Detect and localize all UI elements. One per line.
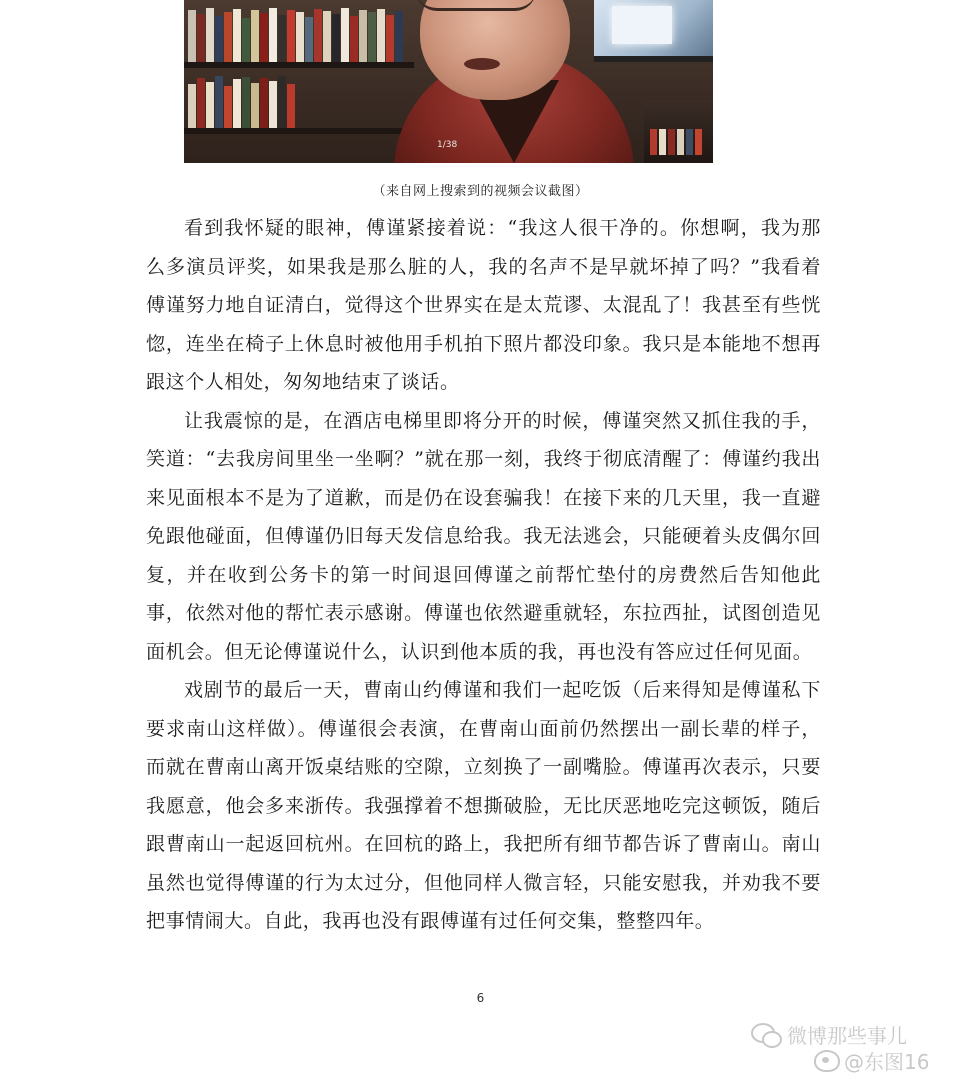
wechat-icon (751, 1023, 781, 1047)
page-number: 6 (476, 991, 485, 1005)
figure-caption: （来自网上搜索到的视频会议截图） (372, 184, 589, 199)
weibo-watermark (814, 1046, 929, 1075)
article-body (146, 209, 821, 941)
wechat-account-name: 微博那些事儿 (787, 1024, 907, 1048)
slide-counter: 1/38 (437, 140, 458, 150)
weibo-handle: @东图16 (844, 1050, 930, 1074)
bookshelf-row-top (184, 4, 418, 62)
person-glasses (416, 0, 536, 11)
weibo-icon (814, 1050, 840, 1072)
video-conference-screenshot (184, 0, 713, 163)
wall-monitor (594, 0, 713, 62)
wechat-watermark (751, 1020, 907, 1049)
person-mouth (464, 58, 500, 70)
paragraph: 看到我怀疑的眼神，傅谨紧接着说：“我这人很干净的。你想啊，我为那么多演员评奖，如果我是那么脏的人，我的名声不是早就坏掉了吗？”我看着傅谨努力地自证清白，觉得这个世界实在是太荒谬、太混乱了！我甚至有些恍惚，连坐在椅子上休息时被他用手机拍下照片都没印象。我只是本能地不想再跟这个人相处，匆匆地结束了谈话。 (146, 217, 821, 393)
paragraph: 让我震惊的是，在酒店电梯里即将分开的时候，傅谨突然又抓住我的手，笑道：“去我房间里坐一坐啊？”就在那一刻，我终于彻底清醒了：傅谨约我出来见面根本不是为了道歉，而是仍在设套骗我！在接下来的几天里，我一直避免跟他碰面，但傅谨仍旧每天发信息给我。我无法逃会，只能硬着头皮偶尔回复，并在收到公务卡的第一时间退回傅谨之前帮忙垫付的房费然后告知他此事，依然对他的帮忙表示感谢。傅谨也依然避重就轻，东拉西扯，试图创造见面机会。但无论傅谨说什么，认识到他本质的我，再也没有答应过任何见面。 (146, 409, 821, 663)
paragraph: 戏剧节的最后一天，曹南山约傅谨和我们一起吃饭（后来得知是傅谨私下要求南山这样做）。傅谨很会表演，在曹南山面前仍然摆出一副长辈的样子，而就在曹南山离开饭桌结账的空隙，立刻换了一副嘴脸。傅谨再次表示，只要我愿意，他会多来浙传。我强撑着不想撕破脸，无比厌恶地吃完这顿饭，随后跟曹南山一起返回杭州。在回杭的路上，我把所有细节都告诉了曹南山。南山虽然也觉得傅谨的行为太过分，但他同样人微言轻，只能安慰我，并劝我不要把事情闹大。自此，我再也没有跟傅谨有过任何交集，整整四年。 (146, 679, 821, 932)
shelf-board (184, 62, 414, 68)
bookshelf-row-middle (184, 70, 418, 128)
bookshelf-right (644, 100, 713, 163)
shelf-board (184, 128, 414, 134)
